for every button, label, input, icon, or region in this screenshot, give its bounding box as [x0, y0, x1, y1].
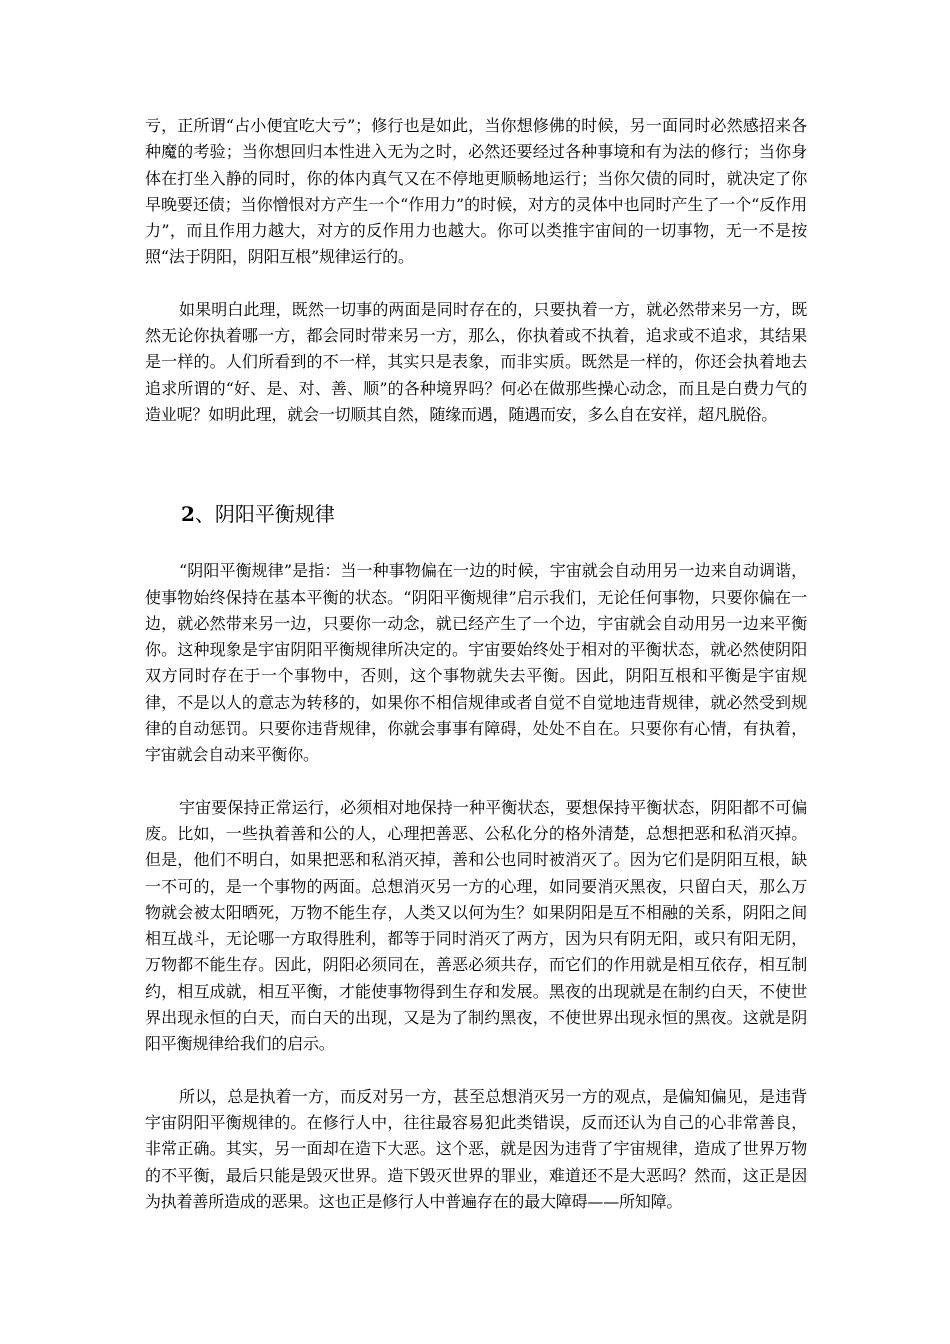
paragraph-gap	[145, 1058, 807, 1084]
section-heading	[145, 498, 807, 530]
section-number: 2	[181, 502, 195, 527]
paragraph-gap	[145, 769, 807, 795]
paragraph-balance-universe: 宇宙要保持正常运行，必须相对地保持一种平衡状态，要想保持平衡状态，阴阳都不可偏废。比如，一些执着善和公的人，心理把善恶、公私化分的格外清楚，总想把恶和私消灭掉。但是，他们不明白，如果把恶和私消灭掉，善和公也同时被消灭了。因为它们是阴阳互根，缺一不可的，是一个事物的两面。总想消灭另一方的心理，如同要消灭黑夜，只留白天，那么万物就会被太阳晒死，万物不能生存，人类又以何为生？如果阴阳是互不相融的关系，阴阳之间相互战斗，无论哪一方取得胜利，都等于同时消灭了两方，因为只有阴无阳，或只有阳无阴，万物都不能生存。因此，阴阳必须同在，善恶必须共存，而它们的作用就是相互依存，相互制约，相互成就，相互平衡，才能使事物得到生存和发展。黑夜的出现就是在制约白天，不使世界出现永恒的白天，而白天的出现，又是为了制约黑夜，不使世界出现永恒的黑夜。这就是阴阳平衡规律给我们的启示。	[145, 797, 807, 1054]
paragraph-continuation: 亏，正所谓“占小便宜吃大亏”；修行也是如此，当你想修佛的时候，另一面同时必然感招来各种魔的考验；当你想回归本性进入无为之时，必然还要经过各种事境和有为法的修行；当你身体在打坐入静的同时，你的体内真气又在不停地更顺畅地运行；当你欠债的同时，就决定了你早晚要还债；当你憎恨对方产生一个“作用力”的时候，对方的灵体中也同时产生了一个“反作用力”，而且作用力越大，对方的反作用力也越大。你可以类推宇宙间的一切事物，无一不是按照“法于阴阳，阴阳互根”规律运行的。	[145, 116, 807, 267]
paragraph-gap	[145, 271, 807, 297]
document-page	[145, 113, 807, 1215]
heading-gap	[145, 530, 807, 558]
section-title: 、阴阳平衡规律	[194, 502, 335, 527]
paragraph-yinyang-understanding: 如果明白此理，既然一切事的两面是同时存在的，只要执着一方，就必然带来另一方，既然无论你执着哪一方，都会同时带来另一方，那么，你执着或不执着，追求或不追求，其结果是一样的。人们所看到的不一样，其实只是表象，而非实质。既然是一样的，你还会执着地去追求所谓的“好、是、对、善、顺”的各种境界吗？何必在做那些操心动念，而且是白费力气的造业呢？如明此理，就会一切顺其自然，随缘而遇，随遇而安，多么自在安祥，超凡脱俗。	[145, 299, 807, 424]
section-gap	[145, 428, 807, 498]
paragraph-balance-conclusion: 所以，总是执着一方，而反对另一方，甚至总想消灭另一方的观点，是偏知偏见，是违背宇宙阴阳平衡规律的。在修行人中，往往最容易犯此类错误，反而还认为自己的心非常善良，非常正确。其实，另一面却在造下大恶。这个恶，就是因为违背了宇宙规律，造成了世界万物的不平衡，最后只能是毁灭世界。造下毁灭世界的罪业，难道还不是大恶吗？然而，这正是因为执着善所造成的恶果。这也正是修行人中普遍存在的最大障碍——所知障。	[145, 1086, 807, 1211]
paragraph-balance-definition: “阴阳平衡规律”是指：当一种事物偏在一边的时候，宇宙就会自动用另一边来自动调谐，使事物始终保持在基本平衡的状态。“阴阳平衡规律”启示我们，无论任何事物，只要你偏在一边，就必然带来另一边，只要你一动念，就已经产生了一个边，宇宙就会自动用另一边来平衡你。这种现象是宇宙阴阳平衡规律所决定的。宇宙要始终处于相对的平衡状态，就必然使阴阳双方同时存在于一个事物中，否则，这个事物就失去平衡。因此，阴阳互根和平衡是宇宙规律，不是以人的意志为转移的，如果你不相信规律或者自觉不自觉地违背规律，就必然受到规律的自动惩罚。只要你违背规律，你就会事事有障碍，处处不自在。只要你有心情，有执着，宇宙就会自动来平衡你。	[145, 561, 807, 765]
